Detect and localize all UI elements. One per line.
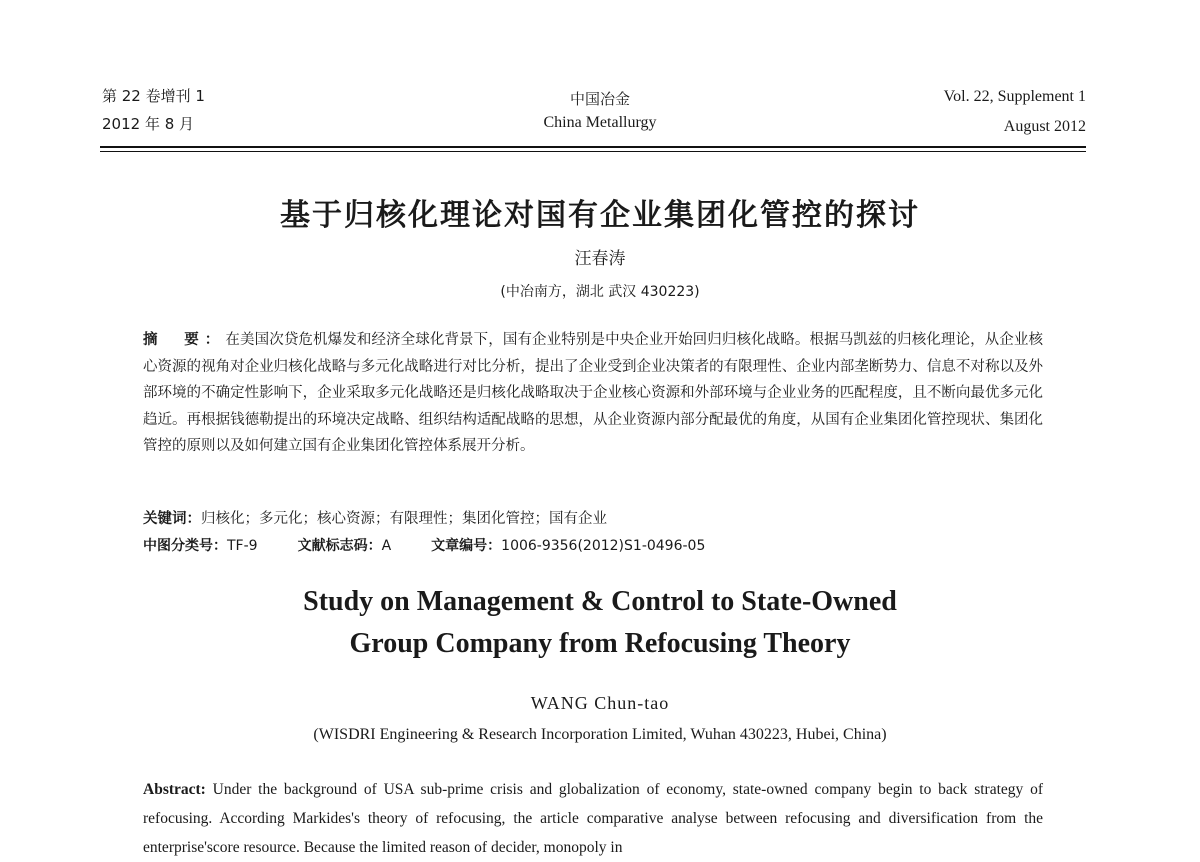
header-rule-bottom [100,151,1086,152]
abstract-label-cn: 摘 要： [143,332,226,348]
article-no-value: 1006-9356(2012)S1-0496-05 [501,538,706,554]
journal-name-en: China Metallurgy [543,114,657,131]
keywords-cn [143,507,607,528]
journal-date-cn: 2012 年 8 月 [102,115,195,133]
header-rule-top [100,146,1086,148]
abstract-text-en: Under the background of USA sub-prime crisis and globalization of economy, state-owned company begin to back strategy of refocusing. According Markides's theory of refocusing, the article comparative analyse between refocusing and diversification from the enterprise'score resource. Because the limited reason of decider, monopoly in [143,781,1043,856]
abstract-label-en: Abstract: [143,781,206,798]
clc-label: 中图分类号： [143,538,227,554]
keywords-label-cn: 关键词： [143,511,201,527]
paper-title-en-line1: Study on Management & Control to State-Owned [303,586,897,617]
paper-title-en-line2: Group Company from Refocusing Theory [349,628,851,659]
abstract-en [143,775,1043,862]
keywords-text-cn: 归核化；多元化；核心资源；有限理性；集团化管控；国有企业 [201,511,607,527]
clc-value: TF-9 [227,538,258,554]
article-no-label: 文章编号： [431,538,502,554]
journal-volume-cn: 第 22 卷增刊 1 [102,87,205,105]
doc-code-value: A [381,538,392,554]
author-cn: 汪春涛 [574,249,626,269]
journal-volume-en: Vol. 22, Supplement 1 [943,88,1086,105]
abstract-cn [143,327,1043,460]
affiliation-cn: (中冶南方，湖北 武汉 430223) [500,284,700,300]
paper-title-cn: 基于归核化理论对国有企业集团化管控的探讨 [280,198,920,233]
article-meta-cn [143,535,705,555]
journal-date-en: August 2012 [1003,118,1086,135]
journal-name-cn: 中国冶金 [569,90,630,108]
author-en: WANG Chun-tao [530,693,670,713]
abstract-text-cn: 在美国次贷危机爆发和经济全球化背景下，国有企业特别是中央企业开始回归归核化战略。根据马凯兹的归核化理论，从企业核心资源的视角对企业归核化战略与多元化战略进行对比分析，提出了企业受到企业决策者的有限理性、企业内部垄断势力、信息不对称以及外部环境的不确定性影响下，企业采取多元化战略还是归核化战略取决于企业核心资源和外部环境与企业业务的匹配程度，且不断向最优多元化趋近。再根据钱德勒提出的环境决定战略、组织结构适配战略的思想，从企业资源内部分配最优的角度，从国有企业集团化管控现状、集团化管控的原则以及如何建立国有企业集团化管控体系展开分析。 [143,332,1044,454]
affiliation-en: (WISDRI Engineering & Research Incorporation Limited, Wuhan 430223, Hubei, China) [313,726,887,743]
doc-code-label: 文献标志码： [297,538,382,554]
